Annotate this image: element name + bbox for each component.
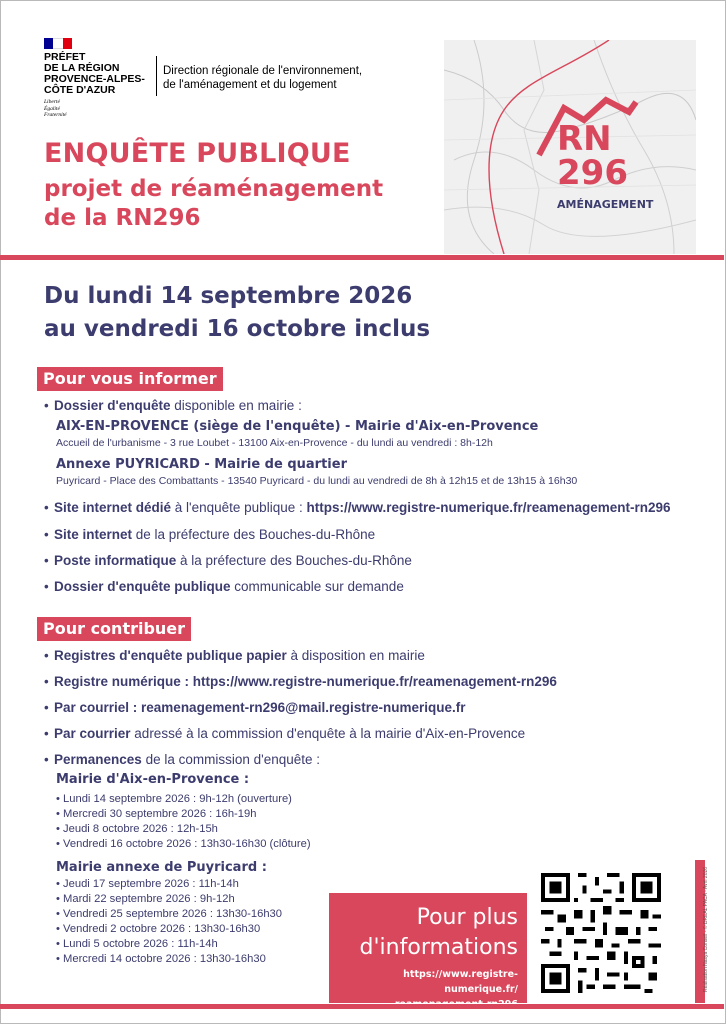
page-subtitle: projet de réaménagement de la RN296 — [44, 176, 384, 231]
permanence-slot: • Mercredi 30 septembre 2026 : 16h-19h — [56, 808, 257, 820]
header-divider — [156, 56, 157, 96]
permanence-slot: • Vendredi 25 septembre 2026 : 13h30-16h30 — [56, 908, 282, 920]
rn296-logo-label: AMÉNAGEMENT — [557, 198, 654, 211]
permanence-slot: • Jeudi 8 octobre 2026 : 12h-15h — [56, 823, 218, 835]
list-item-site-prefecture: • Site internet de la préfecture des Bouches-du-Rhône — [44, 527, 376, 542]
info-box-heading: Pour plus d'informations — [359, 905, 518, 960]
permanence-slot: • Mardi 22 septembre 2026 : 9h-12h — [56, 893, 235, 905]
permanences-aix-heading: Mairie d'Aix-en-Provence : — [56, 772, 250, 787]
list-item-dossier: • Dossier d'enquête disponible en mairie : — [44, 398, 302, 413]
permanences-puyricard-heading: Mairie annexe de Puyricard : — [56, 860, 267, 875]
list-item-courrier: • Par courrier adressé à la commission d'enquête à la mairie d'Aix-en-Provence — [44, 726, 526, 741]
list-item-permanences: • Permanences de la commission d'enquête : — [44, 752, 320, 767]
list-item-poste: • Poste informatique à la préfecture des Bouches-du-Rhône — [44, 553, 412, 568]
location-puyricard-address: Puyricard - Place des Combattants - 13540 Puyricard - du lundi au vendredi de 8h à 12h15 et de 13h15 à 16h30 — [56, 475, 578, 487]
footer-bar — [0, 1004, 724, 1009]
section-inform-heading: Pour vous informer — [37, 367, 223, 391]
permanence-slot: • Lundi 14 septembre 2026 : 9h-12h (ouverture) — [56, 793, 292, 805]
list-item-site-dedie: • Site internet dédié à l'enquête publique : https://www.registre-numerique.fr/reamenagement-rn296 — [44, 500, 671, 515]
republic-block: PRÉFET DE LA RÉGION PROVENCE-ALPES- CÔTE D'AZUR — [44, 51, 145, 96]
credit-text: Réalisation Nasya Conseil - © DREAL PACA - Avril 2026 — [703, 866, 709, 992]
rn296-logo: RN 296 — [557, 119, 628, 193]
permanence-slot: • Vendredi 2 octobre 2026 : 13h30-16h30 — [56, 923, 261, 935]
permanence-slot: • Mercredi 14 octobre 2026 : 13h30-16h30 — [56, 953, 266, 965]
page-title: ENQUÊTE PUBLIQUE — [44, 138, 351, 169]
permanence-slot: • Jeudi 17 septembre 2026 : 11h-14h — [56, 878, 239, 890]
header-separator — [0, 255, 724, 260]
list-item-registres-papier: • Registres d'enquête publique papier à disposition en mairie — [44, 648, 425, 663]
enquiry-dates: Du lundi 14 septembre 2026 au vendredi 16 octobre inclus — [44, 283, 431, 342]
location-aix-address: Accueil de l'urbanisme - 3 rue Loubet - 13100 Aix-en-Provence - du lundi au vendredi : 8h-12h — [56, 437, 493, 449]
qr-code-icon[interactable] — [541, 873, 661, 993]
location-puyricard-title: Annexe PUYRICARD - Mairie de quartier — [56, 457, 347, 472]
permanence-slot: • Lundi 5 octobre 2026 : 11h-14h — [56, 938, 218, 950]
list-item-courriel: • Par courriel : reamenagement-rn296@mail.registre-numerique.fr — [44, 700, 466, 715]
section-contribute-heading: Pour contribuer — [37, 617, 191, 641]
list-item-communicable: • Dossier d'enquête publique communicable sur demande — [44, 579, 404, 594]
permanence-slot: • Vendredi 16 octobre 2026 : 13h30-16h30 (clôture) — [56, 838, 311, 850]
site-dedie-link[interactable]: https://www.registre-numerique.fr/reamenagement-rn296 — [306, 500, 671, 515]
location-aix-title: AIX-EN-PROVENCE (siège de l'enquête) - Mairie d'Aix-en-Provence — [56, 419, 539, 434]
republic-motto: Liberté Égalité Fraternité — [44, 99, 67, 118]
french-flag-icon — [44, 38, 72, 49]
dreal-name: Direction régionale de l'environnement, de l'aménagement et du logement — [163, 65, 363, 91]
info-box-link[interactable]: https://www.registre-numerique.fr/ — [403, 969, 518, 995]
list-item-registre-numerique: • Registre numérique : https://www.registre-numerique.fr/reamenagement-rn296 — [44, 674, 557, 689]
